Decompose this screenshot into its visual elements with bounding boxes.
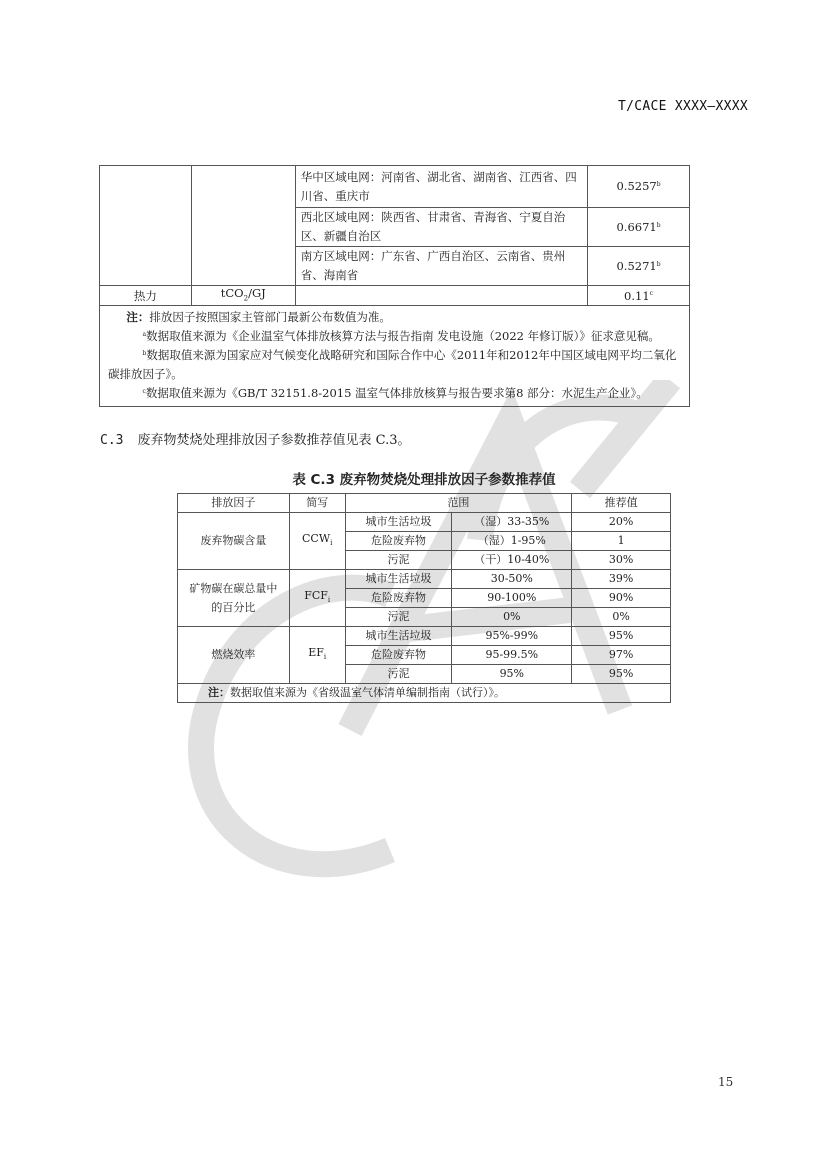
header-recommended: 推荐值: [572, 494, 671, 513]
range-cell: （湿）1-95%: [452, 532, 572, 551]
header-factor: 排放因子: [178, 494, 290, 513]
range-cell: （干）10-40%: [452, 551, 572, 570]
value-cell: 0%: [572, 608, 671, 627]
note-label: 注：: [126, 310, 150, 325]
region-cell: 南方区域电网：广东省、广西自治区、云南省、贵州省、海南省: [295, 247, 587, 286]
factor-value-cell: 0.5271$^b$: [588, 247, 690, 286]
table-row: [100, 166, 690, 208]
empty-type-cell: [100, 166, 192, 286]
waste-type-cell: 危险废弃物: [345, 532, 452, 551]
waste-type-cell: 污泥: [345, 665, 452, 684]
factor-value-cell: 0.5257$^b$: [588, 166, 690, 208]
waste-type-cell: 城市生活垃圾: [345, 513, 452, 532]
heat-value-cell: 0.11$^c$: [588, 286, 690, 306]
table-header-row: [178, 494, 671, 513]
value-cell: 39%: [572, 570, 671, 589]
waste-incineration-factor-table: [177, 493, 671, 703]
note-a: $^a$数据取值来源为《企业温室气体排放核算方法与报告指南 发电设施（2022 年修订版）》征求意见稿。: [142, 329, 660, 344]
range-cell: 95-99.5%: [452, 646, 572, 665]
value-cell: 97%: [572, 646, 671, 665]
table-notes: [100, 306, 690, 407]
page-number: 15: [718, 1075, 734, 1089]
factor-cell: 矿物碳在碳总量中的百分比: [178, 570, 290, 627]
empty-unit-cell: [191, 166, 295, 286]
electricity-heat-emission-factor-table-continued: [99, 165, 690, 407]
abbr-cell: $EF_i$: [289, 627, 345, 684]
waste-type-cell: 危险废弃物: [345, 589, 452, 608]
region-cell: 西北区域电网：陕西省、甘肃省、青海省、宁夏自治区、新疆自治区: [295, 208, 587, 247]
range-cell: 90-100%: [452, 589, 572, 608]
heat-type-cell: 热力: [100, 286, 192, 306]
table-row: [178, 513, 671, 532]
range-cell: 95%-99%: [452, 627, 572, 646]
value-cell: 20%: [572, 513, 671, 532]
range-cell: 95%: [452, 665, 572, 684]
table-c3-caption: 表 C.3 废弃物焚烧处理排放因子参数推荐值: [292, 472, 556, 488]
header-range: 范围: [345, 494, 572, 513]
clause-c3: [100, 429, 411, 448]
empty-region-cell: [295, 286, 587, 306]
waste-type-cell: 城市生活垃圾: [345, 627, 452, 646]
value-cell: 95%: [572, 665, 671, 684]
waste-type-cell: 城市生活垃圾: [345, 570, 452, 589]
value-cell: 1: [572, 532, 671, 551]
value-cell: 90%: [572, 589, 671, 608]
range-cell: （湿）33-35%: [452, 513, 572, 532]
note-b: $^b$数据取值来源为国家应对气候变化战略研究和国际合作中心《2011年和2012年中国区域电网平均二氧化碳排放因子》。: [108, 348, 677, 382]
document-code-header: T/CACE XXXX—XXXX: [617, 99, 748, 114]
abbr-cell: $CCW_i$: [289, 513, 345, 570]
table-notes-row: [100, 306, 690, 407]
note-c: $^c$数据取值来源为《GB/T 32151.8-2015 温室气体排放核算与报告要求第8 部分：水泥生产企业》。: [142, 386, 648, 401]
value-cell: 95%: [572, 627, 671, 646]
value-cell: 30%: [572, 551, 671, 570]
table-row-heat: [100, 286, 690, 306]
factor-cell: 废弃物碳含量: [178, 513, 290, 570]
clause-number: C.3: [100, 433, 124, 448]
clause-text: 废弃物焚烧处理排放因子参数推荐值见表 C.3。: [137, 433, 411, 448]
range-cell: 30-50%: [452, 570, 572, 589]
factor-cell: 燃烧效率: [178, 627, 290, 684]
header-abbr: 简写: [289, 494, 345, 513]
table-note-row: [178, 684, 671, 703]
table-row: [178, 570, 671, 589]
region-cell: 华中区域电网：河南省、湖北省、湖南省、江西省、四川省、重庆市: [295, 166, 587, 208]
factor-value-cell: 0.6671$^b$: [588, 208, 690, 247]
waste-type-cell: 污泥: [345, 608, 452, 627]
table-note: 注：数据取值来源为《省级温室气体清单编制指南（试行）》。: [178, 684, 671, 703]
waste-type-cell: 污泥: [345, 551, 452, 570]
waste-type-cell: 危险废弃物: [345, 646, 452, 665]
table-row: [178, 627, 671, 646]
note-main: 排放因子按照国家主管部门最新公布数值为准。: [149, 310, 391, 325]
range-cell: 0%: [452, 608, 572, 627]
abbr-cell: $FCF_i$: [289, 570, 345, 627]
heat-unit-cell: tCO$_2$/GJ: [191, 286, 295, 306]
